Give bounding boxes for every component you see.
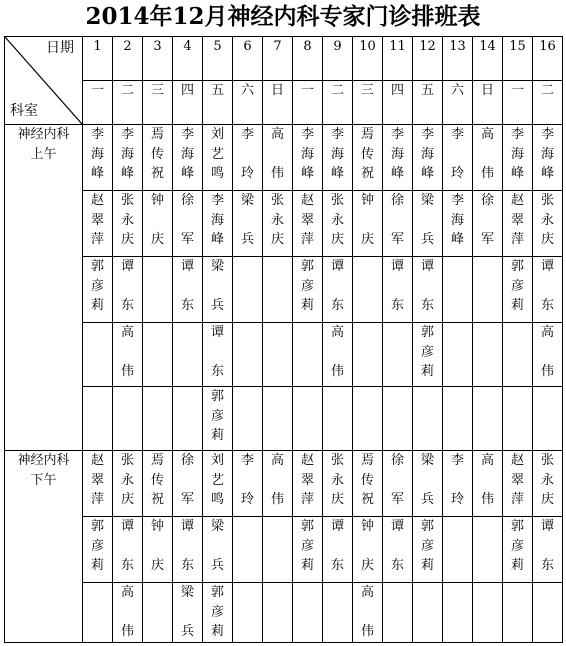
doctor-name: 张 永 庆 (120, 453, 134, 507)
schedule-cell (383, 125, 413, 191)
schedule-cell (173, 257, 203, 323)
schedule-cell (233, 125, 263, 191)
schedule-cell (533, 125, 563, 191)
doctor-name: 郭 彦 莉 (420, 325, 434, 379)
schedule-cell (143, 387, 173, 451)
doctor-name: 李 海 峰 (180, 127, 194, 181)
schedule-cell (203, 125, 233, 191)
weekday: 二 (533, 81, 563, 125)
doctor-name: 谭 东 (330, 259, 344, 313)
schedule-cell (503, 257, 533, 323)
doctor-name: 李 海 峰 (420, 127, 434, 181)
schedule-cell (263, 323, 293, 387)
schedule-row (5, 451, 563, 517)
doctor-name: 谭 东 (120, 259, 134, 313)
weekday: 二 (323, 81, 353, 125)
schedule-cell (353, 191, 383, 257)
schedule-cell (473, 583, 503, 643)
doctor-name: 郭 彦 莉 (210, 585, 224, 639)
doctor-name: 赵 翠 萍 (510, 193, 524, 247)
schedule-row (5, 517, 563, 583)
doctor-name: 梁 兵 (420, 193, 434, 247)
doctor-name: 谭 东 (540, 519, 554, 573)
doctor-name: 钟 庆 (360, 193, 374, 247)
schedule-cell (203, 323, 233, 387)
schedule-cell (383, 257, 413, 323)
doctor-name: 徐 军 (180, 453, 194, 507)
schedule-cell (503, 191, 533, 257)
schedule-cell (413, 517, 443, 583)
doctor-name: 梁 兵 (210, 519, 224, 573)
schedule-cell (143, 257, 173, 323)
doctor-name: 高 伟 (120, 325, 134, 379)
schedule-cell (353, 583, 383, 643)
day-number: 12 (413, 37, 443, 81)
schedule-cell (83, 191, 113, 257)
day-number: 7 (263, 37, 293, 81)
schedule-cell (293, 125, 323, 191)
weekday: 五 (203, 81, 233, 125)
doctor-name: 赵 翠 萍 (300, 193, 314, 247)
schedule-cell (173, 517, 203, 583)
schedule-cell (533, 323, 563, 387)
schedule-cell (173, 191, 203, 257)
schedule-cell (323, 125, 353, 191)
doctor-name: 李 海 峰 (540, 127, 554, 181)
weekday: 日 (263, 81, 293, 125)
schedule-cell (533, 583, 563, 643)
doctor-name: 梁 兵 (420, 453, 434, 507)
schedule-cell (203, 257, 233, 323)
doctor-name: 郭 彦 莉 (90, 259, 104, 313)
doctor-name: 谭 东 (540, 259, 554, 313)
doctor-name: 李 玲 (450, 127, 464, 181)
schedule-cell (143, 191, 173, 257)
schedule-cell (473, 257, 503, 323)
schedule-cell (353, 387, 383, 451)
weekday: 六 (443, 81, 473, 125)
doctor-name: 高 伟 (480, 453, 494, 507)
schedule-cell (263, 125, 293, 191)
doctor-name: 刘 艺 鸣 (210, 453, 224, 507)
schedule-cell (293, 257, 323, 323)
date-header-label: 日期 (46, 40, 74, 56)
schedule-cell (323, 517, 353, 583)
doctor-name: 李 海 峰 (90, 127, 104, 181)
schedule-row (5, 583, 563, 643)
doctor-name: 高 伟 (360, 585, 374, 639)
schedule-cell (443, 257, 473, 323)
schedule-cell (113, 583, 143, 643)
schedule-cell (473, 451, 503, 517)
doctor-name: 郭 彦 莉 (300, 259, 314, 313)
schedule-cell (293, 517, 323, 583)
doctor-name: 梁 兵 (210, 259, 224, 313)
doctor-name: 谭 东 (210, 325, 224, 379)
doctor-name: 李 玲 (240, 127, 254, 181)
doctor-name: 李 玲 (240, 453, 254, 507)
doctor-name: 谭 东 (120, 519, 134, 573)
schedule-cell (413, 257, 443, 323)
doctor-name: 徐 军 (390, 193, 404, 247)
section-label-dept: 神经内科 (17, 127, 70, 142)
doctor-name: 李 海 峰 (330, 127, 344, 181)
schedule-cell (83, 583, 113, 643)
doctor-name: 郭 彦 莉 (510, 519, 524, 573)
schedule-cell (353, 517, 383, 583)
doctor-name: 李 海 峰 (390, 127, 404, 181)
doctor-name: 焉 传 祝 (360, 127, 374, 181)
doctor-name: 高 伟 (540, 325, 554, 379)
doctor-name: 高 伟 (330, 325, 344, 379)
schedule-cell (473, 191, 503, 257)
schedule-cell (83, 125, 113, 191)
schedule-cell (263, 451, 293, 517)
doctor-name: 焉 传 祝 (150, 453, 164, 507)
schedule-cell (443, 451, 473, 517)
doctor-name: 徐 军 (480, 193, 494, 247)
schedule-cell (533, 257, 563, 323)
schedule-cell (263, 387, 293, 451)
schedule-row (5, 125, 563, 191)
doctor-name: 李 海 峰 (210, 193, 224, 247)
schedule-cell (203, 583, 233, 643)
schedule-cell (113, 323, 143, 387)
section-label-period: 上午 (30, 146, 57, 162)
schedule-cell (263, 191, 293, 257)
doctor-name: 李 海 峰 (510, 127, 524, 181)
doctor-name: 谭 东 (330, 519, 344, 573)
schedule-cell (533, 191, 563, 257)
doctor-name: 郭 彦 莉 (300, 519, 314, 573)
schedule-cell (233, 191, 263, 257)
schedule-cell (383, 387, 413, 451)
schedule-row (5, 323, 563, 387)
schedule-cell (533, 387, 563, 451)
schedule-cell (503, 451, 533, 517)
day-number: 9 (323, 37, 353, 81)
doctor-name: 梁 兵 (180, 585, 194, 639)
schedule-cell (113, 517, 143, 583)
schedule-row (5, 257, 563, 323)
section-label-period: 下午 (30, 472, 57, 488)
department-header-label: 科室 (10, 102, 38, 119)
doctor-name: 谭 东 (420, 259, 434, 313)
schedule-cell (533, 451, 563, 517)
schedule-cell (113, 257, 143, 323)
section-label (5, 451, 83, 643)
schedule-cell (383, 517, 413, 583)
schedule-cell (323, 451, 353, 517)
schedule-cell (293, 191, 323, 257)
day-number: 14 (473, 37, 503, 81)
schedule-table (4, 36, 563, 643)
schedule-cell (143, 451, 173, 517)
day-number: 11 (383, 37, 413, 81)
day-number: 15 (503, 37, 533, 81)
schedule-row (5, 191, 563, 257)
schedule-cell (383, 451, 413, 517)
schedule-cell (353, 257, 383, 323)
schedule-cell (143, 323, 173, 387)
section-label (5, 125, 83, 451)
doctor-name: 焉 传 祝 (150, 127, 164, 181)
schedule-cell (113, 451, 143, 517)
schedule-cell (143, 583, 173, 643)
schedule-cell (473, 323, 503, 387)
schedule-cell (233, 323, 263, 387)
schedule-cell (443, 517, 473, 583)
schedule-cell (83, 387, 113, 451)
day-number: 13 (443, 37, 473, 81)
schedule-cell (233, 451, 263, 517)
day-number: 2 (113, 37, 143, 81)
doctor-name: 张 永 庆 (120, 193, 134, 247)
schedule-cell (293, 451, 323, 517)
day-number: 1 (83, 37, 113, 81)
schedule-cell (173, 125, 203, 191)
schedule-cell (143, 125, 173, 191)
weekday: 一 (503, 81, 533, 125)
doctor-name: 高 伟 (270, 453, 284, 507)
day-number: 3 (143, 37, 173, 81)
schedule-cell (413, 583, 443, 643)
section-label-dept: 神经内科 (17, 453, 70, 468)
schedule-cell (233, 387, 263, 451)
doctor-name: 赵 翠 萍 (90, 193, 104, 247)
doctor-name: 谭 东 (180, 519, 194, 573)
schedule-cell (233, 257, 263, 323)
doctor-name: 张 永 庆 (330, 193, 344, 247)
schedule-cell (443, 191, 473, 257)
doctor-name: 李 海 峰 (300, 127, 314, 181)
schedule-cell (443, 583, 473, 643)
doctor-name: 张 永 庆 (330, 453, 344, 507)
doctor-name: 钟 庆 (360, 519, 374, 573)
schedule-cell (353, 125, 383, 191)
schedule-cell (353, 451, 383, 517)
schedule-cell (293, 387, 323, 451)
schedule-cell (353, 323, 383, 387)
doctor-name: 徐 军 (180, 193, 194, 247)
schedule-cell (413, 387, 443, 451)
doctor-name: 徐 军 (390, 453, 404, 507)
weekday: 五 (413, 81, 443, 125)
day-number: 10 (353, 37, 383, 81)
weekday: 三 (143, 81, 173, 125)
weekday: 日 (473, 81, 503, 125)
schedule-cell (233, 583, 263, 643)
schedule-cell (533, 517, 563, 583)
schedule-cell (383, 191, 413, 257)
schedule-cell (83, 451, 113, 517)
schedule-cell (443, 323, 473, 387)
doctor-name: 高 伟 (480, 127, 494, 181)
day-number: 16 (533, 37, 563, 81)
schedule-cell (413, 451, 443, 517)
doctor-name: 高 伟 (270, 127, 284, 181)
weekday: 一 (83, 81, 113, 125)
schedule-cell (473, 517, 503, 583)
doctor-name: 梁 兵 (240, 193, 254, 247)
schedule-cell (143, 517, 173, 583)
schedule-cell (443, 125, 473, 191)
schedule-cell (293, 583, 323, 643)
schedule-cell (443, 387, 473, 451)
schedule-cell (173, 451, 203, 517)
schedule-cell (503, 517, 533, 583)
doctor-name: 谭 东 (180, 259, 194, 313)
schedule-cell (473, 387, 503, 451)
schedule-cell (83, 323, 113, 387)
schedule-cell (173, 323, 203, 387)
doctor-name: 谭 东 (390, 519, 404, 573)
schedule-cell (263, 257, 293, 323)
schedule-cell (503, 387, 533, 451)
weekday: 六 (233, 81, 263, 125)
schedule-cell (473, 125, 503, 191)
doctor-name: 钟 庆 (150, 519, 164, 573)
schedule-cell (503, 583, 533, 643)
schedule-cell (323, 387, 353, 451)
doctor-name: 刘 艺 鸣 (210, 127, 224, 181)
doctor-name: 张 永 庆 (540, 193, 554, 247)
schedule-cell (203, 191, 233, 257)
doctor-name: 郭 彦 莉 (90, 519, 104, 573)
doctor-name: 焉 传 祝 (360, 453, 374, 507)
doctor-name: 李 海 峰 (120, 127, 134, 181)
weekday: 四 (173, 81, 203, 125)
schedule-cell (173, 387, 203, 451)
schedule-cell (203, 517, 233, 583)
doctor-name: 郭 彦 莉 (420, 519, 434, 573)
schedule-cell (203, 387, 233, 451)
schedule-cell (383, 583, 413, 643)
doctor-name: 谭 东 (390, 259, 404, 313)
schedule-cell (113, 191, 143, 257)
day-number: 4 (173, 37, 203, 81)
day-number: 8 (293, 37, 323, 81)
doctor-name: 赵 翠 萍 (510, 453, 524, 507)
weekday: 一 (293, 81, 323, 125)
schedule-cell (323, 257, 353, 323)
schedule-cell (383, 323, 413, 387)
schedule-cell (413, 323, 443, 387)
schedule-cell (293, 323, 323, 387)
doctor-name: 高 伟 (120, 585, 134, 639)
schedule-cell (413, 125, 443, 191)
schedule-cell (263, 583, 293, 643)
weekday: 三 (353, 81, 383, 125)
schedule-cell (413, 191, 443, 257)
doctor-name: 赵 翠 萍 (300, 453, 314, 507)
doctor-name: 张 永 庆 (540, 453, 554, 507)
weekday: 四 (383, 81, 413, 125)
schedule-cell (323, 323, 353, 387)
schedule-cell (263, 517, 293, 583)
doctor-name: 钟 庆 (150, 193, 164, 247)
schedule-cell (83, 257, 113, 323)
schedule-cell (503, 125, 533, 191)
schedule-cell (113, 387, 143, 451)
day-number: 5 (203, 37, 233, 81)
doctor-name: 李 玲 (450, 453, 464, 507)
schedule-row (5, 387, 563, 451)
schedule-cell (323, 583, 353, 643)
doctor-name: 赵 翠 萍 (90, 453, 104, 507)
schedule-cell (233, 517, 263, 583)
corner-header (5, 37, 83, 125)
schedule-cell (323, 191, 353, 257)
page-title: 2014年12月神经内科专家门诊排班表 (85, 3, 481, 30)
doctor-name: 郭 彦 莉 (210, 389, 224, 443)
weekday: 二 (113, 81, 143, 125)
doctor-name: 张 永 庆 (270, 193, 284, 247)
schedule-cell (203, 451, 233, 517)
schedule-cell (113, 125, 143, 191)
schedule-cell (173, 583, 203, 643)
doctor-name: 郭 彦 莉 (510, 259, 524, 313)
schedule-cell (503, 323, 533, 387)
doctor-name: 李 海 峰 (450, 193, 464, 247)
day-number: 6 (233, 37, 263, 81)
schedule-cell (83, 517, 113, 583)
